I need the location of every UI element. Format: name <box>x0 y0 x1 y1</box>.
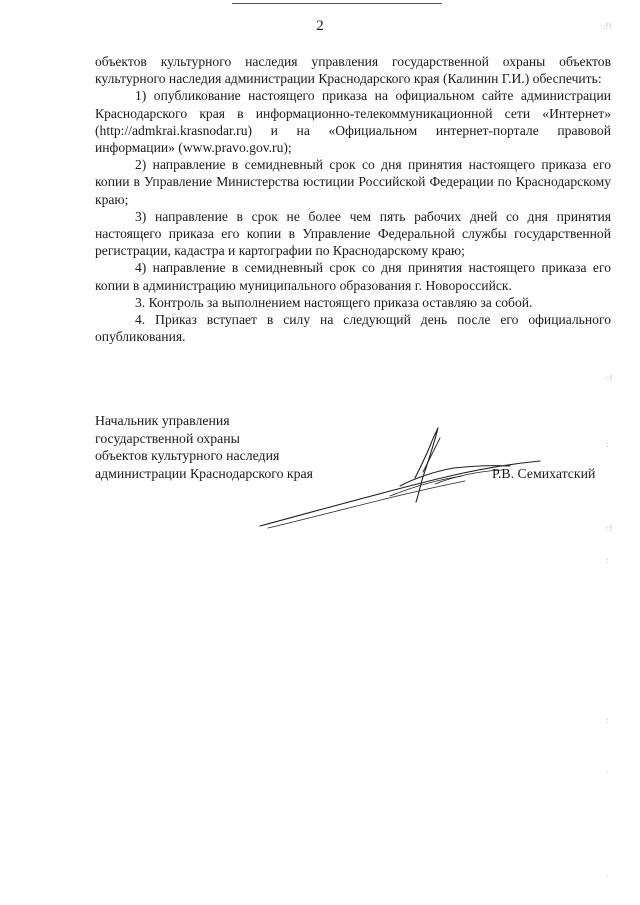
paragraph-item-4: 4) направление в семидневный срок со дня принятия настоящего приказа его копии в администрацию муниципального образования г. Новороссийск. <box>95 260 611 293</box>
margin-scan-mark: ·:! <box>604 374 613 383</box>
margin-scan-mark: : <box>606 716 609 725</box>
paragraph-intro: объектов культурного наследия управления государственной охраны объектов культурного наследия администрации Краснодарского края (Калинин Г.И.) обеспечить: <box>95 54 611 87</box>
paragraph-item-1: 1) опубликование настоящего приказа на официальном сайте администрации Краснодарского края в информационно-телекоммуникационной сети «Интернет» (http://admkrai.krasnodar.ru) и на «Официальном интернет-портале правовой информации» (www.pravo.gov.ru); <box>95 88 611 156</box>
document-body <box>95 53 611 345</box>
margin-scan-mark: ·:! <box>604 524 613 533</box>
signatory-title-line-2: государственной охраны <box>95 430 240 446</box>
margin-scan-mark: · <box>606 872 609 881</box>
signatory-name: Р.В. Семихатский <box>492 466 596 481</box>
margin-scan-mark: : <box>606 556 609 565</box>
signatory-title-line-3: объектов культурного наследия <box>95 448 280 464</box>
signatory-title-line-4: администрации Краснодарского края <box>95 465 314 481</box>
margin-scan-mark: : <box>606 440 609 449</box>
paragraph-effective: 4. Приказ вступает в силу на следующий день после его официального опубликования. <box>95 312 611 345</box>
paragraph-item-2: 2) направление в семидневный срок со дня принятия настоящего приказа его копии в Управление Министерства юстиции Российской Федерации по Краснодарскому краю; <box>95 157 611 207</box>
page-number: 2 <box>316 18 324 34</box>
paragraph-control: 3. Контроль за выполнением настоящего приказа оставляю за собой. <box>135 294 533 310</box>
signatory-title-line-1: Начальник управления <box>95 413 230 428</box>
paragraph-item-3: 3) направление в срок не более чем пять рабочих дней со дня принятия настоящего приказа его копии в Управление Федеральной службы государственной регистрации, кадастра и картографии по Краснодарскому краю; <box>95 208 611 259</box>
top-edge-line <box>232 3 442 4</box>
margin-scan-mark: · <box>606 768 609 777</box>
margin-scan-mark: ·:!! <box>600 22 612 31</box>
